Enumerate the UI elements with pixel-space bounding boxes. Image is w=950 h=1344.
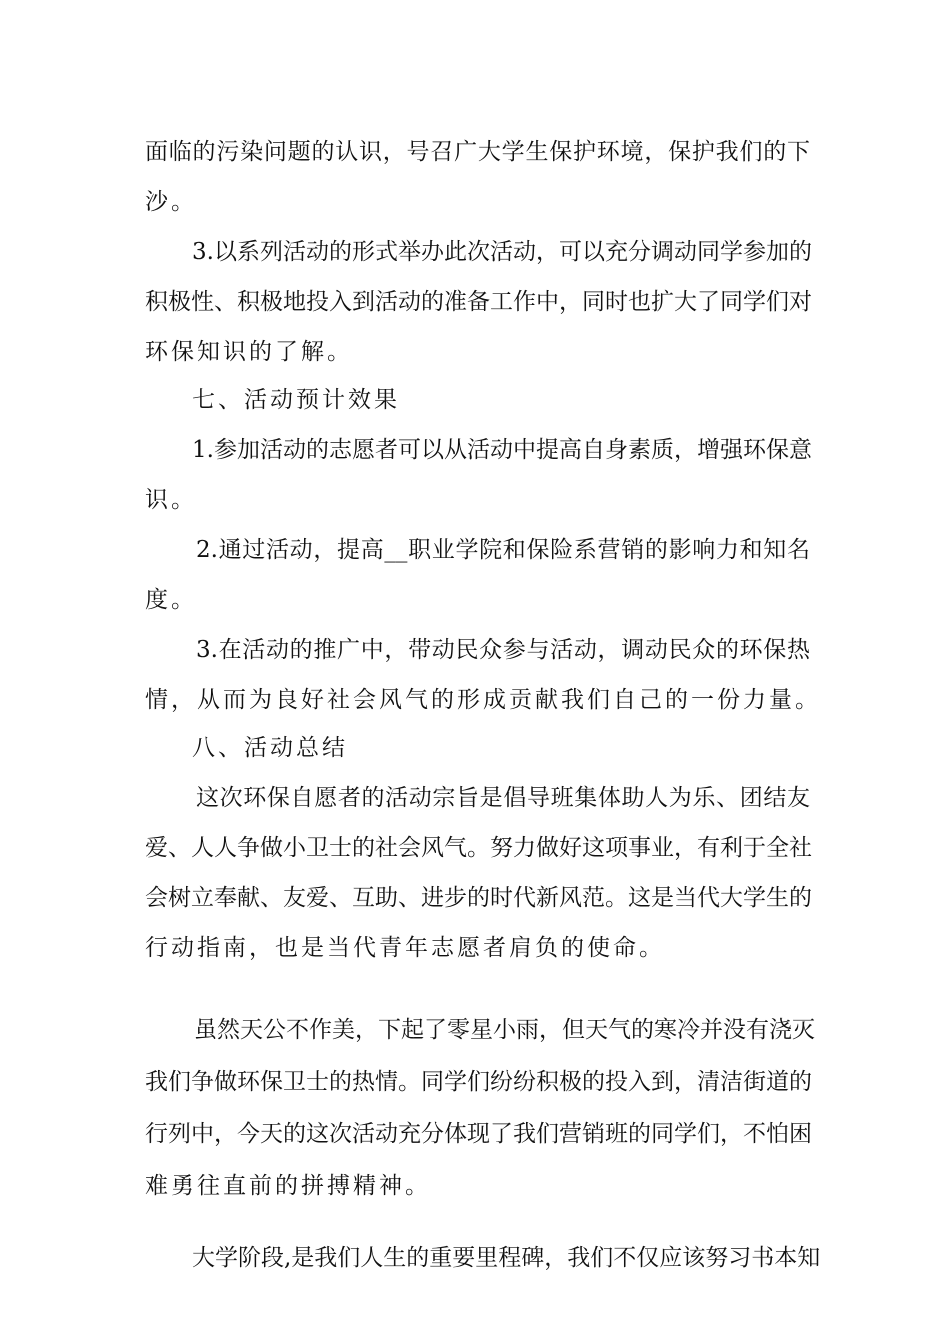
paragraph-line: 沙。 xyxy=(145,189,197,215)
paragraph-line: 大学阶段,是我们人生的重要里程碑，我们不仅应该努习书本知 xyxy=(192,1245,821,1271)
paragraph-line: 这次环保自愿者的活动宗旨是倡导班集体助人为乐、团结友 xyxy=(196,785,810,811)
paragraph-line: 环保知识的了解。 xyxy=(145,339,353,365)
paragraph-line: 1.参加活动的志愿者可以从活动中提高自身素质，增强环保意 xyxy=(192,437,812,463)
paragraph-line: 3.在活动的推广中，带动民众参与活动，调动民众的环保热 xyxy=(196,637,810,663)
paragraph-line: 难勇往直前的拼搏精神。 xyxy=(145,1173,431,1199)
paragraph-line: 3.以系列活动的形式举办此次活动，可以充分调动同学参加的 xyxy=(192,239,812,265)
paragraph-line: 虽然天公不作美，下起了零星小雨，但天气的寒冷并没有浇灭 xyxy=(194,1017,815,1043)
paragraph-line: 会树立奉献、友爱、互助、进步的时代新风范。这是当代大学生的 xyxy=(145,885,812,911)
paragraph-line: 识。 xyxy=(145,487,197,513)
paragraph-line: 爱、人人争做小卫士的社会风气。努力做好这项事业，有利于全社 xyxy=(145,835,812,861)
paragraph-line: 面临的污染问题的认识，号召广大学生保护环境，保护我们的下 xyxy=(145,139,810,165)
section-heading: 七、活动预计效果 xyxy=(192,387,400,413)
paragraph-line: 我们争做环保卫士的热情。同学们纷纷积极的投入到，清洁街道的 xyxy=(145,1069,812,1095)
paragraph-line: 积极性、积极地投入到活动的准备工作中，同时也扩大了同学们对 xyxy=(145,289,812,315)
paragraph-line: 情，从而为良好社会风气的形成贡献我们自己的一份力量。 xyxy=(145,687,821,713)
paragraph-line: 度。 xyxy=(145,587,197,613)
paragraph-line: 行列中，今天的这次活动充分体现了我们营销班的同学们，不怕困 xyxy=(145,1121,812,1147)
section-heading: 八、活动总结 xyxy=(192,735,348,761)
paragraph-line: 2.通过活动，提高__职业学院和保险系营销的影响力和知名 xyxy=(196,537,810,563)
paragraph-line: 行动指南，也是当代青年志愿者肩负的使命。 xyxy=(145,935,665,961)
